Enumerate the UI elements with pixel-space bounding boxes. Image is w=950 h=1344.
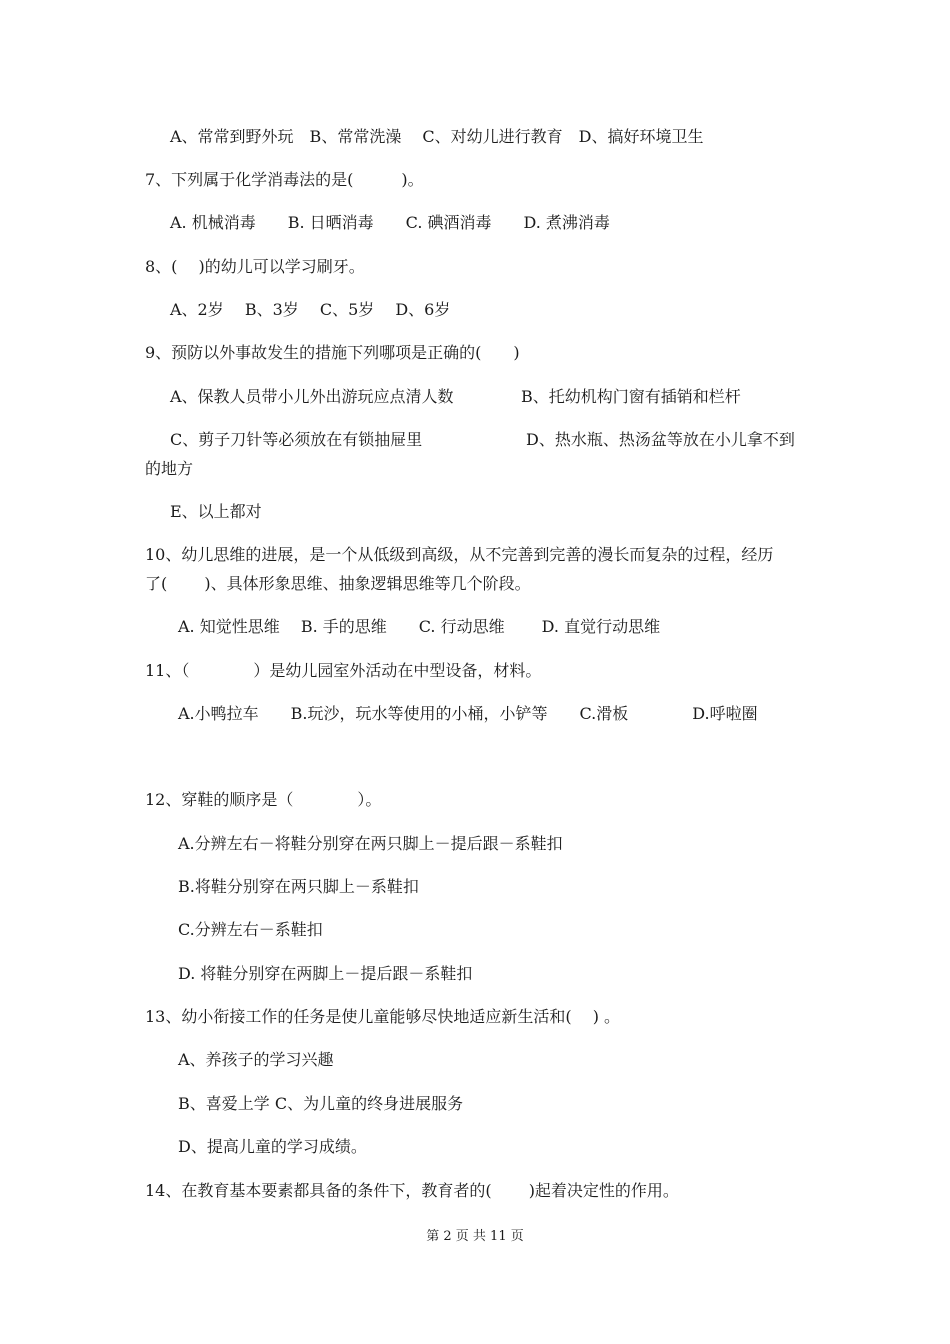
q12-question: 12、穿鞋的顺序是（ ）。 (145, 790, 382, 809)
q13-option-a: A、养孩子的学习兴趣 (178, 1050, 334, 1069)
q14-question: 14、在教育基本要素都具备的条件下，教育者的( )起着决定性的作用。 (145, 1181, 679, 1200)
q11-question: 11、（ ）是幼儿园室外活动在中型设备，材料。 (145, 661, 542, 680)
q13-option-d: D、提高儿童的学习成绩。 (178, 1137, 367, 1156)
q10-question: 10、幼儿思维的进展，是一个从低级到高级，从不完善到完善的漫长而复杂的过程，经历 (145, 545, 774, 564)
q9-option-e: E、以上都对 (170, 502, 262, 521)
page-footer: 第 2 页 共 11 页 (426, 1229, 524, 1244)
q12-option-c: C.分辨左右－系鞋扣 (178, 920, 323, 939)
q7-question: 7、下列属于化学消毒法的是( )。 (145, 170, 424, 189)
q9-option-d-continued: 的地方 (145, 459, 194, 478)
q9-option-b: B、托幼机构门窗有插销和栏杆 (521, 387, 741, 406)
q9-option-d: D、热水瓶、热汤盆等放在小儿拿不到 (526, 430, 795, 449)
q12-option-b: B.将鞋分别穿在两只脚上－系鞋扣 (178, 877, 419, 896)
q10-question-continued: 了( )、具体形象思维、抽象逻辑思维等几个阶段。 (145, 574, 531, 593)
q9-option-a: A、保教人员带小儿外出游玩应点清人数 (170, 387, 454, 406)
q13-question: 13、幼小衔接工作的任务是使儿童能够尽快地适应新生活和( ) 。 (145, 1007, 621, 1026)
q10-options: A. 知觉性思维 B. 手的思维 C. 行动思维 D. 直觉行动思维 (178, 617, 661, 636)
q12-option-a: A.分辨左右－将鞋分别穿在两只脚上－提后跟－系鞋扣 (178, 834, 563, 853)
q6-options: A、常常到野外玩 B、常常洗澡 C、对幼儿进行教育 D、搞好环境卫生 (170, 127, 704, 146)
q12-option-d: D. 将鞋分别穿在两脚上－提后跟－系鞋扣 (178, 964, 473, 983)
q13-option-b-c: B、喜爱上学 C、为儿童的终身进展服务 (178, 1094, 464, 1113)
q8-question: 8、( )的幼儿可以学习刷牙。 (145, 257, 365, 276)
q9-question: 9、预防以外事故发生的措施下列哪项是正确的( ) (145, 343, 520, 362)
q11-options: A.小鸭拉车 B.玩沙，玩水等使用的小桶，小铲等 C.滑板 D.呼啦圈 (178, 704, 758, 723)
q7-options: A. 机械消毒 B. 日晒消毒 C. 碘酒消毒 D. 煮沸消毒 (170, 213, 610, 232)
q8-options: A、2岁 B、3岁 C、5岁 D、6岁 (170, 300, 451, 319)
q9-option-c: C、剪子刀针等必须放在有锁抽屉里 (170, 430, 423, 449)
